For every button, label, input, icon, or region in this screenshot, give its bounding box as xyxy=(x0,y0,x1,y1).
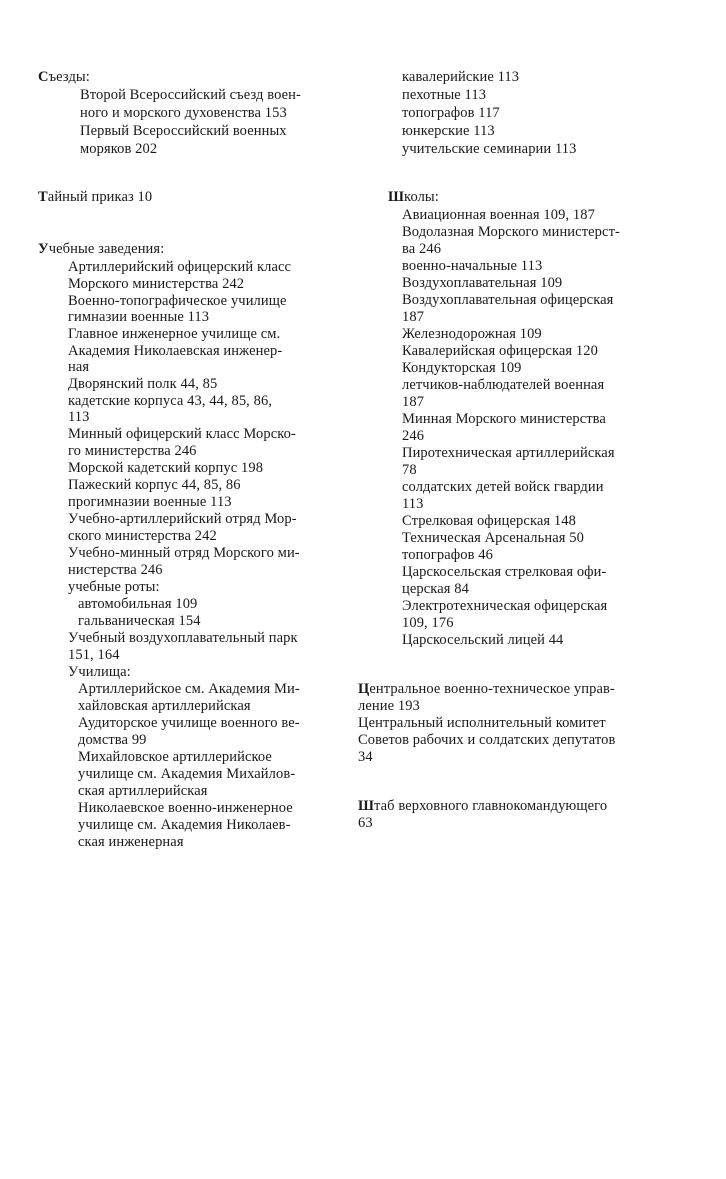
index-line: Железнодорожная 109 xyxy=(402,326,542,342)
index-line: нистерства 246 xyxy=(68,562,163,578)
index-line: Стрелковая офицерская 148 xyxy=(402,513,576,529)
index-line: хайловская артиллерийская xyxy=(78,698,251,714)
index-line: моряков 202 xyxy=(80,141,158,157)
heading-rest: ъезды: xyxy=(48,69,90,85)
index-line: Минный офицерский класс Морско- xyxy=(68,426,296,442)
index-line: 78 xyxy=(402,462,417,478)
index-line: Морской кадетский корпус 198 xyxy=(68,460,264,476)
index-line: Артиллерийский офицерский класс xyxy=(68,259,292,275)
index-line: Техническая Арсенальная 50 xyxy=(402,530,584,546)
index-line: Николаевское военно-инженерное xyxy=(78,800,293,816)
index-line: гальваническая 154 xyxy=(78,613,201,629)
index-line: Водолазная Морского министерст- xyxy=(402,224,620,240)
index-line: Кондукторская 109 xyxy=(402,360,522,376)
index-line: юнкерские 113 xyxy=(402,123,495,139)
index-line: училище см. Академия Михайлов- xyxy=(78,766,296,782)
index-line: Учебно-артиллерийский отряд Мор- xyxy=(68,511,297,527)
index-line: Пажеский корпус 44, 85, 86 xyxy=(68,477,241,493)
index-heading-headquarters xyxy=(358,797,607,815)
index-line: 187 xyxy=(402,309,425,325)
index-line: Пиротехническая артиллерийская xyxy=(402,445,615,461)
heading-initial: Т xyxy=(38,189,48,205)
index-line: Академия Николаевская инженер- xyxy=(68,343,283,359)
heading-initial: Ш xyxy=(388,189,405,205)
index-line: 109, 176 xyxy=(402,615,454,631)
heading-rest: колы: xyxy=(404,189,439,205)
index-line: 34 xyxy=(358,749,373,765)
index-line: Дворянский полк 44, 85 xyxy=(68,376,218,392)
heading-rest: таб верховного главнокомандующего xyxy=(374,798,608,814)
index-heading-educational-institutions xyxy=(38,240,164,258)
index-line: летчиков-наблюдателей военная xyxy=(402,377,605,393)
index-line: ление 193 xyxy=(358,698,420,714)
index-line: Артиллерийское см. Академия Ми- xyxy=(78,681,300,697)
heading-rest: айный приказ 10 xyxy=(47,189,153,205)
index-line: 113 xyxy=(68,409,90,425)
index-line: кавалерийские 113 xyxy=(402,69,520,85)
index-line: Учебный воздухоплавательный парк xyxy=(68,630,298,646)
index-line: ского министерства 242 xyxy=(68,528,217,544)
index-line: Второй Всероссийский съезд воен- xyxy=(80,87,301,103)
index-line: Аудиторское училище военного ве- xyxy=(78,715,300,731)
index-line: Первый Всероссийский военных xyxy=(80,123,287,139)
index-line: Воздухоплавательная 109 xyxy=(402,275,563,291)
heading-initial: Ц xyxy=(358,681,370,697)
index-line: го министерства 246 xyxy=(68,443,197,459)
index-line: 151, 164 xyxy=(68,647,120,663)
index-line: ного и морского духовенства 153 xyxy=(80,105,287,121)
index-line: 63 xyxy=(358,815,373,831)
index-line: Учебно-минный отряд Морского ми- xyxy=(68,545,300,561)
index-line: Военно-топографическое училище xyxy=(68,293,287,309)
index-line: пехотные 113 xyxy=(402,87,487,103)
index-line: 187 xyxy=(402,394,425,410)
index-line: домства 99 xyxy=(78,732,147,748)
index-line: Училища: xyxy=(68,664,131,680)
index-line: 246 xyxy=(402,428,425,444)
index-heading-congresses xyxy=(38,68,90,86)
index-line: церская 84 xyxy=(402,581,469,597)
index-line: Центральный исполнительный комитет xyxy=(358,715,606,731)
index-line: Минная Морского министерства xyxy=(402,411,606,427)
index-line: Михайловское артиллерийское xyxy=(78,749,272,765)
index-line: ная xyxy=(68,359,90,375)
index-line: гимназии военные 113 xyxy=(68,309,210,325)
index-line: Кавалерийская офицерская 120 xyxy=(402,343,598,359)
index-line: Главное инженерное училище см. xyxy=(68,326,281,342)
index-heading-central-directorate xyxy=(358,680,615,698)
heading-initial: Ш xyxy=(358,798,375,814)
index-line: ва 246 xyxy=(402,241,442,257)
index-line: кадетские корпуса 43, 44, 85, 86, xyxy=(68,393,273,409)
index-line: военно-начальные 113 xyxy=(402,258,543,274)
index-line: Царскосельская стрелковая офи- xyxy=(402,564,607,580)
index-line: Царскосельский лицей 44 xyxy=(402,632,564,648)
index-heading-secret-order xyxy=(38,188,152,206)
index-line: прогимназии военные 113 xyxy=(68,494,232,510)
index-line: Воздухоплавательная офицерская xyxy=(402,292,614,308)
index-line: 113 xyxy=(402,496,424,512)
heading-initial: С xyxy=(38,69,49,85)
index-line: ская инженерная xyxy=(78,834,184,850)
index-line: солдатских детей войск гвардии xyxy=(402,479,604,495)
index-line: Авиационная военная 109, 187 xyxy=(402,207,595,223)
heading-initial: У xyxy=(38,241,49,257)
index-line: Советов рабочих и солдатских депутатов xyxy=(358,732,616,748)
index-line: ская артиллерийская xyxy=(78,783,208,799)
index-line: училище см. Академия Николаев- xyxy=(78,817,291,833)
heading-rest: ентральное военно-техническое управ- xyxy=(369,681,615,697)
index-heading-schools xyxy=(388,188,439,206)
index-line: топографов 46 xyxy=(402,547,493,563)
index-line: учительские семинарии 113 xyxy=(402,141,577,157)
heading-rest: чебные заведения: xyxy=(48,241,165,257)
index-line: Морского министерства 242 xyxy=(68,276,245,292)
index-line: автомобильная 109 xyxy=(78,596,198,612)
index-line: топографов 117 xyxy=(402,105,500,121)
index-line: Электротехническая офицерская xyxy=(402,598,608,614)
index-line: учебные роты: xyxy=(68,579,160,595)
